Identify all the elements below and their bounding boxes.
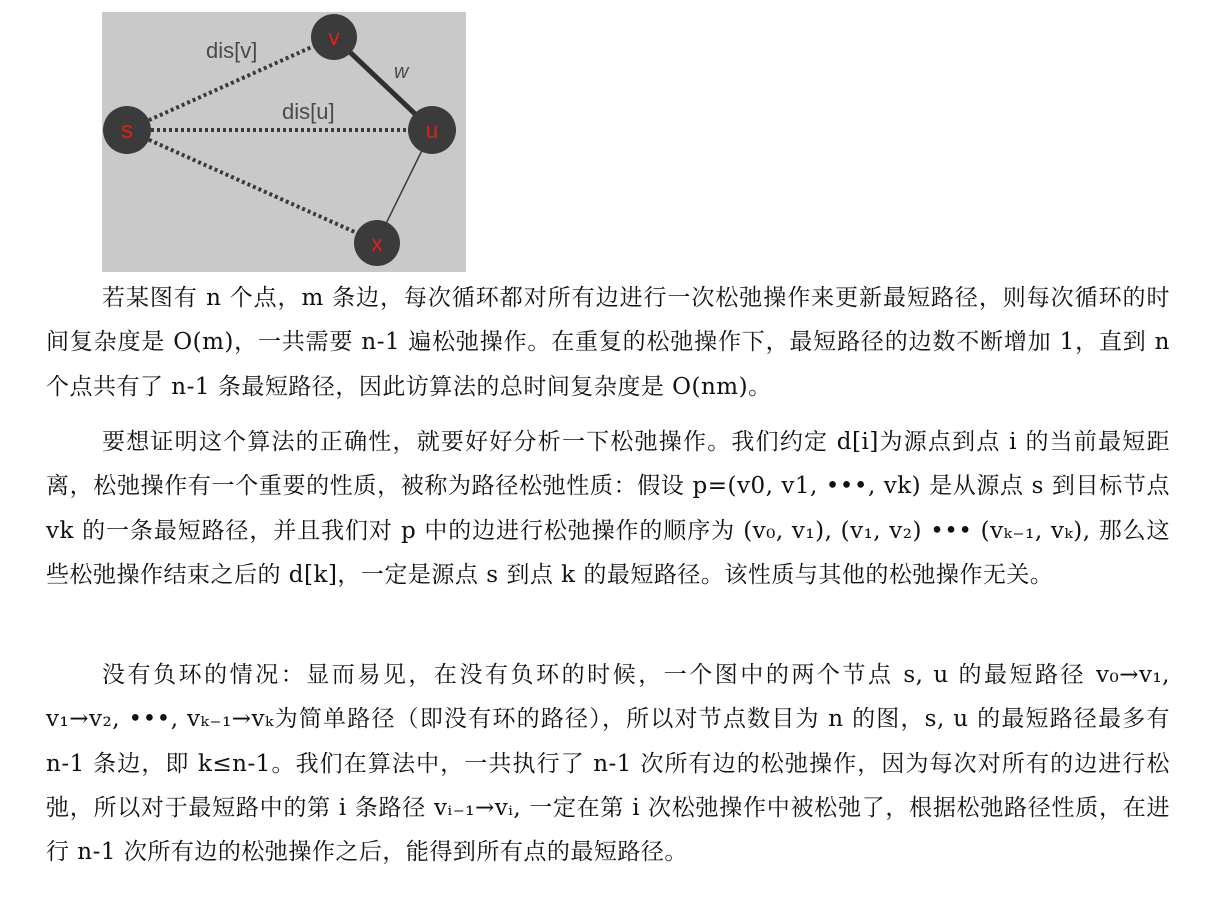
relaxation-sequence: (v₀, v₁), (v₁, v₂) ••• (vₖ₋₁, vₖ) bbox=[743, 517, 1083, 544]
node-x bbox=[354, 220, 400, 266]
paragraph-path-relaxation-part2: , 那么这些松弛操作结束之后的 d[k]，一定是源点 s 到点 k 的最短路径。该性质与其他的松弛操作无关。 bbox=[46, 517, 1171, 588]
edge-notation: vᵢ₋₁→vᵢ bbox=[433, 794, 514, 821]
paragraph-no-negative-cycle-part3: , 一定在第 i 次松弛操作中被松弛了，根据松弛路径性质，在进行 n-1 次所有边的松弛操作之后，能得到所有点的最短路径。 bbox=[46, 794, 1170, 866]
node-s bbox=[103, 106, 151, 154]
shortest-path-sequence: v₀→v₁, v₁→v₂, •••, vₖ₋₁→vₖ bbox=[46, 662, 1170, 733]
label-dis-u: dis[u] bbox=[282, 99, 335, 124]
graph-figure bbox=[102, 12, 466, 272]
node-x-label: x bbox=[371, 231, 383, 256]
node-v-label: v bbox=[328, 25, 340, 50]
paragraph-complexity-text: 若某图有 n 个点，m 条边，每次循环都对所有边进行一次松弛操作来更新最短路径，则每次循环的时间复杂度是 O(m)，一共需要 n-1 遍松弛操作。在重复的松弛操作下，最短路径的边数不断增加 1，直到 n 个点共有了 n-1 条最短路径，因此访算法的总时间复杂度是 O(nm)。 bbox=[46, 285, 1170, 400]
graph-diagram bbox=[102, 12, 466, 272]
paragraph-no-negative-cycle-part2: 为简单路径（即没有环的路径），所以对节点数目为 n 的图，s, u 的最短路径最多有 n-1 条边，即 k≤n-1。我们在算法中，一共执行了 n-1 次所有边的松弛操作，因为每次对所有的边进行松弛，所以对于最短路中的第 i 条路径 bbox=[46, 706, 1171, 821]
paragraph-path-relaxation-part1: 要想证明这个算法的正确性，就要好好分析一下松弛操作。我们约定 d[i]为源点到点 i 的当前最短距离，松弛操作有一个重要的性质，被称为路径松弛性质：假设 p=(v0, v1, •••, vk) 是从源点 s 到目标节点 vk 的一条最短路径，并且我们对 p 中的边进行松弛操作的顺序为 bbox=[46, 429, 1170, 544]
label-w: w bbox=[394, 61, 409, 83]
edge-s-x bbox=[127, 130, 377, 242]
paragraph-no-negative-cycle bbox=[46, 653, 1170, 874]
paragraph-no-negative-cycle-part1: 没有负环的情况：显而易见，在没有负环的时候，一个图中的两个节点 s, u 的最短路径 bbox=[102, 662, 1096, 688]
node-u bbox=[408, 106, 456, 154]
node-v bbox=[311, 14, 357, 60]
node-s-label: s bbox=[121, 117, 133, 144]
label-dis-v: dis[v] bbox=[206, 38, 258, 63]
paragraph-path-relaxation bbox=[46, 420, 1170, 597]
paragraph-complexity bbox=[46, 276, 1170, 409]
node-u-label: u bbox=[425, 118, 439, 143]
